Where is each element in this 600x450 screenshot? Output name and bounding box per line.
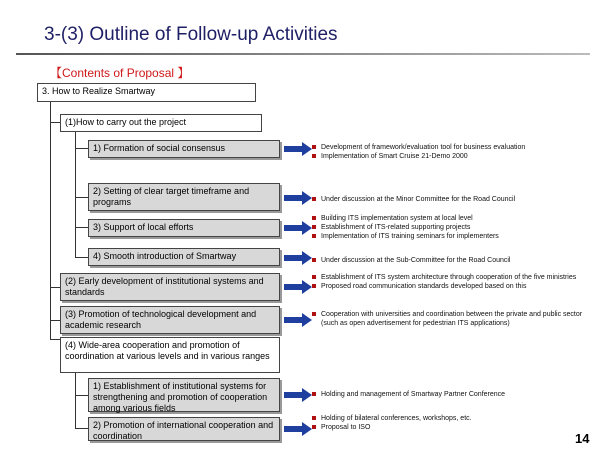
tree-connector [75,372,76,429]
tree-connector [50,287,60,288]
sub-node-consensus: 1) Formation of social consensus [88,140,280,158]
list-item: Under discussion at the Minor Committee for the Road Council [312,195,590,204]
sub-node-timeframe: 2) Setting of clear target timeframe and programs [88,183,280,211]
result-list-7 [312,390,590,399]
page-number: 14 [575,431,590,446]
tree-connector [75,148,88,149]
result-list-6 [312,310,590,328]
list-item: Proposed road communication standards developed based on this [312,282,590,291]
tree-connector [50,122,60,123]
tree-connector [75,197,88,198]
list-item: Development of framework/evaluation tool for business evaluation [312,143,590,152]
result-list-5 [312,273,590,291]
tree-connector [75,132,76,258]
result-list-4 [312,256,590,265]
arrow-icon [284,142,312,156]
sub-node-institutional: 1) Establishment of institutional systems for strengthening and promotion of cooperation among various fields [88,378,280,412]
tree-connector [50,339,60,340]
arrow-icon [284,422,312,436]
tree-connector [75,428,88,429]
arrow-icon [284,221,312,235]
arrow-icon [284,280,312,294]
list-item: Holding of bilateral conferences, workshops, etc. [312,414,590,423]
list-item: Proposal to ISO [312,423,590,432]
root-node: 3. How to Realize Smartway [37,83,256,102]
sub-node-international: 2) Promotion of international cooperation and coordination [88,417,280,441]
tree-connector [75,257,88,258]
sub-node-local-efforts: 3) Support of local efforts [88,219,280,237]
tree-connector [50,320,60,321]
list-item: Implementation of ITS training seminars for implementers [312,232,590,241]
list-item: Establishment of ITS system architecture through cooperation of the five ministries [312,273,590,282]
result-list-2 [312,195,590,204]
result-list-8 [312,414,590,432]
section-node-3: (3) Promotion of technological development and academic research [60,306,280,334]
sub-node-introduction: 4) Smooth introduction of Smartway [88,248,280,266]
list-item: Cooperation with universities and coordination between the private and public sector (such as open advertisement for pedestrian ITS applications) [312,310,590,328]
section-node-2: (2) Early development of institutional systems and standards [60,273,280,301]
title-divider [16,53,590,55]
list-item: Holding and management of Smartway Partner Conference [312,390,590,399]
proposal-heading: 【Contents of Proposal 】 [50,66,190,80]
list-item: Establishment of ITS-related supporting projects [312,223,590,232]
arrow-icon [284,251,312,265]
arrow-icon [284,388,312,402]
list-item: Implementation of Smart Cruise 21-Demo 2000 [312,152,590,161]
section-node-1: (1)How to carry out the project [60,114,262,132]
section-node-4: (4) Wide-area cooperation and promotion of coordination at various levels and in various ranges [60,337,280,373]
result-list-1 [312,143,590,161]
list-item: Building ITS implementation system at local level [312,214,590,223]
result-list-3 [312,214,590,241]
arrow-icon [284,191,312,205]
tree-connector [50,102,51,339]
page-title: 3-(3) Outline of Follow-up Activities [44,24,338,45]
tree-connector [75,227,88,228]
tree-connector [75,395,88,396]
list-item: Under discussion at the Sub-Committee for the Road Council [312,256,590,265]
arrow-icon [284,313,312,327]
